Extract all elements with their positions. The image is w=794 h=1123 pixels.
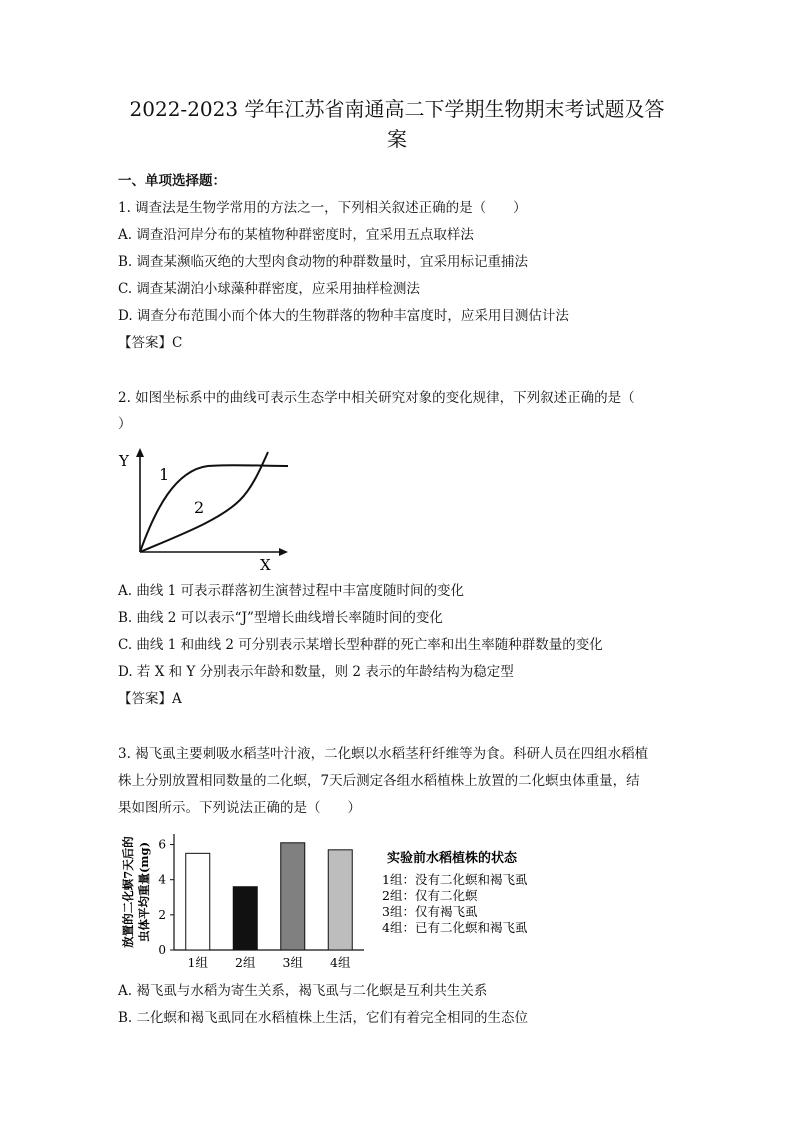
- chart-y-tick-label: 4: [158, 872, 166, 887]
- q1-option-c: C. 调查某湖泊小球藻种群密度，应采用抽样检测法: [118, 281, 420, 297]
- q2-option-d: D. 若 X 和 Y 分别表示年龄和数量，则 2 表示的年龄结构为稳定型: [118, 664, 514, 680]
- q2-y-arrow: [136, 448, 144, 457]
- chart-y-tick-label: 0: [158, 943, 166, 957]
- q2-x-arrow: [279, 548, 288, 556]
- chart-y-tick-label: 6: [158, 837, 166, 852]
- q1-stem: 1. 调查法是生物学常用的方法之一，下列相关叙述正确的是（ ）: [118, 200, 527, 216]
- legend-item-3: 3组：仅有褐飞虱: [382, 904, 478, 919]
- q2-option-c: C. 曲线 1 和曲线 2 可分别表示某增长型种群的死亡率和出生率随种群数量的变化: [118, 637, 603, 653]
- title-line-2: 案: [387, 127, 407, 151]
- q2-option-b: B. 曲线 2 可以表示“J”型增长曲线增长率随时间的变化: [118, 610, 443, 626]
- title-line-1: 2022-2023 学年江苏省南通高二下学期生物期末考试题及答: [129, 97, 665, 121]
- q1-option-b: B. 调查某濒临灭绝的大型肉食动物的种群数量时，宜采用标记重捕法: [118, 254, 529, 270]
- q3-option-b: B. 二化螟和褐飞虱同在水稻植株上生活，它们有着完全相同的生态位: [118, 1010, 529, 1026]
- legend-title: 实验前水稻植株的状态: [387, 851, 518, 866]
- q2-stem-line-1: 2. 如图坐标系中的曲线可表示生态学中相关研究对象的变化规律，下列叙述正确的是（: [118, 390, 635, 406]
- q2-y-axis-label: Y: [119, 452, 129, 470]
- chart-bar: [281, 843, 305, 950]
- legend-item-4: 4组：已有二化螟和褐飞虱: [382, 920, 528, 935]
- chart-bar: [328, 850, 352, 950]
- section-heading: 一、单项选择题：: [118, 173, 226, 189]
- q3-stem-line-1: 3. 褐飞虱主要刺吸水稻茎叶汁液，二化螟以水稻茎秆纤维等为食。科研人员在四组水稻植: [118, 746, 649, 762]
- chart-x-tick-label: 3组: [282, 955, 303, 970]
- chart-ylabel-line-2: 虫体平均重量(mg): [137, 841, 151, 943]
- q2-stem-line-2: ）: [118, 416, 132, 432]
- q1-option-a: A. 调查沿河岸分布的某植物种群密度时，宜采用五点取样法: [118, 227, 474, 243]
- q3-stem-line-3: 果如图所示。下列说法正确的是（ ）: [118, 800, 361, 816]
- q2-answer: 【答案】A: [118, 691, 182, 707]
- chart-bar: [233, 887, 257, 950]
- q1-option-d: D. 调查分布范围小而个体大的生物群落的物种丰富度时，应采用目测估计法: [118, 308, 569, 324]
- chart-ylabel-line-1: 放置的二化螟7天后的: [121, 836, 135, 948]
- chart-bar: [186, 853, 210, 950]
- q3-bar-chart: [112, 826, 582, 974]
- q2-x-axis-label: X: [260, 556, 271, 574]
- legend-item-2: 2组：仅有二化螟: [382, 888, 478, 903]
- q3-stem-line-2: 株上分别放置相同数量的二化螟，7天后测定各组水稻植株上放置的二化螟虫体重量，结: [118, 773, 640, 789]
- q3-option-a: A. 褐飞虱与水稻为寄生关系，褐飞虱与二化螟是互利共生关系: [118, 983, 488, 999]
- chart-x-tick-label: 4组: [330, 955, 351, 970]
- chart-x-tick-label: 1组: [187, 955, 208, 970]
- q2-curve-figure: [110, 440, 300, 575]
- q1-answer: 【答案】C: [118, 335, 183, 351]
- chart-x-tick-label: 2组: [235, 955, 256, 970]
- page-title: [110, 94, 684, 154]
- chart-y-tick-label: 2: [158, 907, 166, 922]
- q2-curve-1-label: 1: [159, 465, 170, 484]
- legend-item-1: 1组：没有二化螟和褐飞虱: [382, 872, 528, 887]
- q2-option-a: A. 曲线 1 可表示群落初生演替过程中丰富度随时间的变化: [118, 583, 465, 599]
- q2-curve-2-label: 2: [194, 498, 205, 517]
